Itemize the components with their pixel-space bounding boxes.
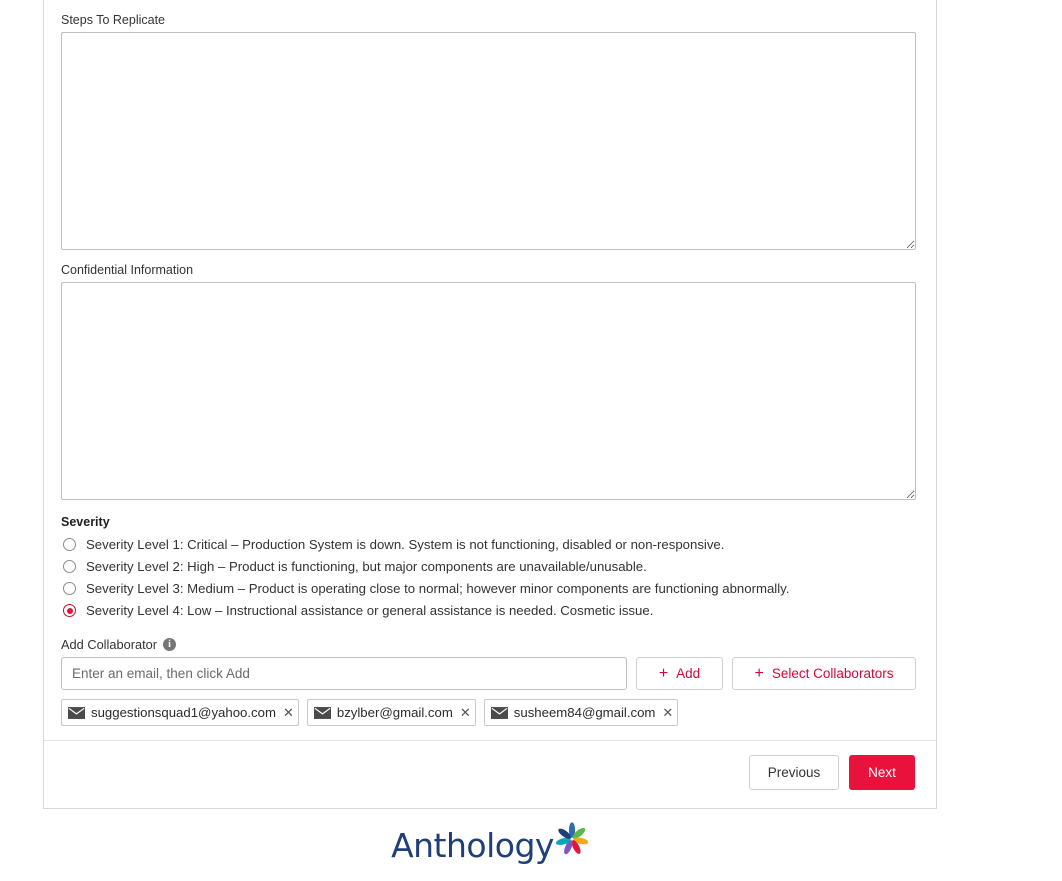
previous-button[interactable]: Previous — [749, 755, 839, 790]
confidential-information-field — [61, 262, 919, 500]
steps-to-replicate-input[interactable] — [61, 32, 916, 250]
remove-collaborator-icon[interactable]: ✕ — [459, 705, 471, 720]
info-icon[interactable]: i — [163, 638, 176, 651]
next-button[interactable]: Next — [849, 755, 915, 790]
severity-option-2[interactable] — [61, 556, 919, 577]
add-collaborator-button[interactable] — [636, 657, 723, 690]
plus-icon: + — [658, 664, 669, 682]
anthology-logo-text: Anthology — [391, 826, 554, 865]
anthology-logo — [0, 826, 980, 865]
radio-severity-1[interactable] — [63, 538, 76, 551]
collaborator-chip[interactable] — [307, 699, 476, 726]
severity-option-1[interactable] — [61, 534, 919, 555]
radio-severity-3[interactable] — [63, 582, 76, 595]
add-collaborator-section — [61, 637, 919, 726]
remove-collaborator-icon[interactable]: ✕ — [282, 705, 294, 720]
collaborator-chip-email: susheem84@gmail.com — [513, 705, 656, 720]
add-collaborator-controls — [61, 657, 919, 690]
select-collaborators-button[interactable] — [732, 657, 916, 690]
form-body — [44, 12, 936, 726]
plus-icon: + — [754, 664, 764, 682]
severity-option-3-label: Severity Level 3: Medium – Product is operating close to normal; however minor components are functioning abnormally. — [86, 581, 790, 596]
add-button-label: Add — [676, 666, 701, 681]
severity-group — [61, 514, 919, 621]
select-collaborators-label: Select Collaborators — [771, 666, 894, 681]
severity-option-2-label: Severity Level 2: High – Product is functioning, but major components are unavailable/unusable. — [86, 559, 647, 574]
anthology-logo-mark-icon — [555, 822, 589, 856]
collaborator-chip-email: suggestionsquad1@yahoo.com — [91, 705, 276, 720]
severity-option-4[interactable] — [61, 600, 919, 621]
severity-option-3[interactable] — [61, 578, 919, 599]
radio-severity-2[interactable] — [63, 560, 76, 573]
steps-to-replicate-field — [61, 12, 919, 250]
steps-to-replicate-label: Steps To Replicate — [61, 13, 165, 27]
remove-collaborator-icon[interactable]: ✕ — [662, 705, 674, 720]
severity-option-4-label: Severity Level 4: Low – Instructional assistance or general assistance is needed. Cosmetic issue. — [86, 603, 654, 618]
collaborator-chip-list — [61, 699, 919, 726]
form-footer — [44, 740, 936, 808]
confidential-information-input[interactable] — [61, 282, 916, 500]
add-collaborator-label: Add Collaborator — [61, 637, 158, 652]
add-collaborator-label-row — [61, 637, 919, 652]
collaborator-email-input[interactable] — [61, 657, 627, 690]
confidential-information-label: Confidential Information — [61, 263, 194, 277]
envelope-icon — [314, 707, 331, 719]
support-case-form-card — [43, 0, 937, 809]
severity-label: Severity — [61, 515, 110, 529]
collaborator-chip[interactable] — [61, 699, 299, 726]
envelope-icon — [68, 707, 85, 719]
envelope-icon — [491, 707, 508, 719]
collaborator-chip[interactable] — [484, 699, 679, 726]
radio-severity-4[interactable] — [63, 604, 76, 617]
severity-option-1-label: Severity Level 1: Critical – Production System is down. System is not functioning, disabled or non-responsive. — [86, 537, 725, 552]
collaborator-chip-email: bzylber@gmail.com — [336, 705, 453, 720]
